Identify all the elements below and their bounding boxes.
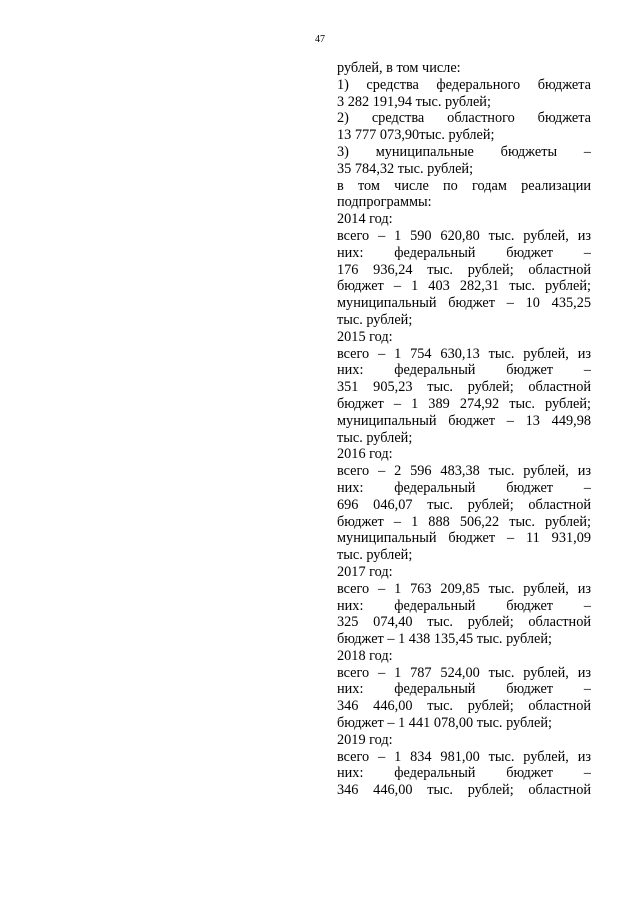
text-line: всего – 2 596 483,38 тыс. рублей, из [337,463,591,480]
text-line: муниципальный бюджет – 10 435,25 [337,295,591,312]
text-line: бюджет – 1 441 078,00 тыс. рублей; [337,715,553,732]
text-line: 1) средства федерального бюджета [337,76,591,93]
text-line: всего – 1 590 620,80 тыс. рублей, из [337,227,591,244]
text-line: муниципальный бюджет – 13 449,98 [337,412,591,429]
text-line: 2019 год: [337,731,393,748]
text-line: рублей, в том числе: [337,60,461,76]
text-line: бюджет – 1 438 135,45 тыс. рублей; [337,631,553,648]
text-line: тыс. рублей; [337,547,413,564]
text-line: них: федеральный бюджет – [337,244,591,261]
text-line: 351 905,23 тыс. рублей; областной [337,379,591,396]
text-line: 2016 год: [337,446,393,463]
text-line: 2014 год: [337,211,393,228]
text-line: 2017 год: [337,563,393,580]
text-line: них: федеральный бюджет – [337,479,591,496]
text-line: тыс. рублей; [337,311,413,328]
text-line: 35 784,32 тыс. рублей; [337,160,474,177]
budget-text-column [337,60,591,799]
text-line: 13 777 073,90тыс. рублей; [337,127,495,144]
text-line: всего – 1 754 630,13 тыс. рублей, из [337,345,591,362]
page-number: 47 [315,34,325,45]
text-line: 176 936,24 тыс. рублей; областной [337,261,591,278]
text-line: 3) муниципальные бюджеты – [337,143,591,160]
text-line: всего – 1 787 524,00 тыс. рублей, из [337,664,591,681]
text-line: них: федеральный бюджет – [337,765,591,782]
text-line: 2) средства областного бюджета [337,110,591,127]
text-line: бюджет – 1 389 274,92 тыс. рублей; [337,395,591,412]
text-line: бюджет – 1 888 506,22 тыс. рублей; [337,513,591,530]
text-line: 696 046,07 тыс. рублей; областной [337,496,591,513]
text-line: в том числе по годам реализации [337,177,591,194]
text-line: 346 446,00 тыс. рублей; областной [337,782,591,799]
text-line: 2018 год: [337,647,393,664]
text-line: подпрограммы: [337,194,432,211]
text-line: всего – 1 834 981,00 тыс. рублей, из [337,748,591,765]
text-line: 3 282 191,94 тыс. рублей; [337,93,491,110]
text-line: 346 446,00 тыс. рублей; областной [337,698,591,715]
text-line: всего – 1 763 209,85 тыс. рублей, из [337,580,591,597]
text-line: них: федеральный бюджет – [337,597,591,614]
text-line: бюджет – 1 403 282,31 тыс. рублей; [337,278,591,295]
text-line: них: федеральный бюджет – [337,362,591,379]
text-line: 325 074,40 тыс. рублей; областной [337,614,591,631]
text-line: муниципальный бюджет – 11 931,09 [337,530,591,547]
text-line: тыс. рублей; [337,429,413,446]
text-line: них: федеральный бюджет – [337,681,591,698]
text-line: 2015 год: [337,328,393,345]
